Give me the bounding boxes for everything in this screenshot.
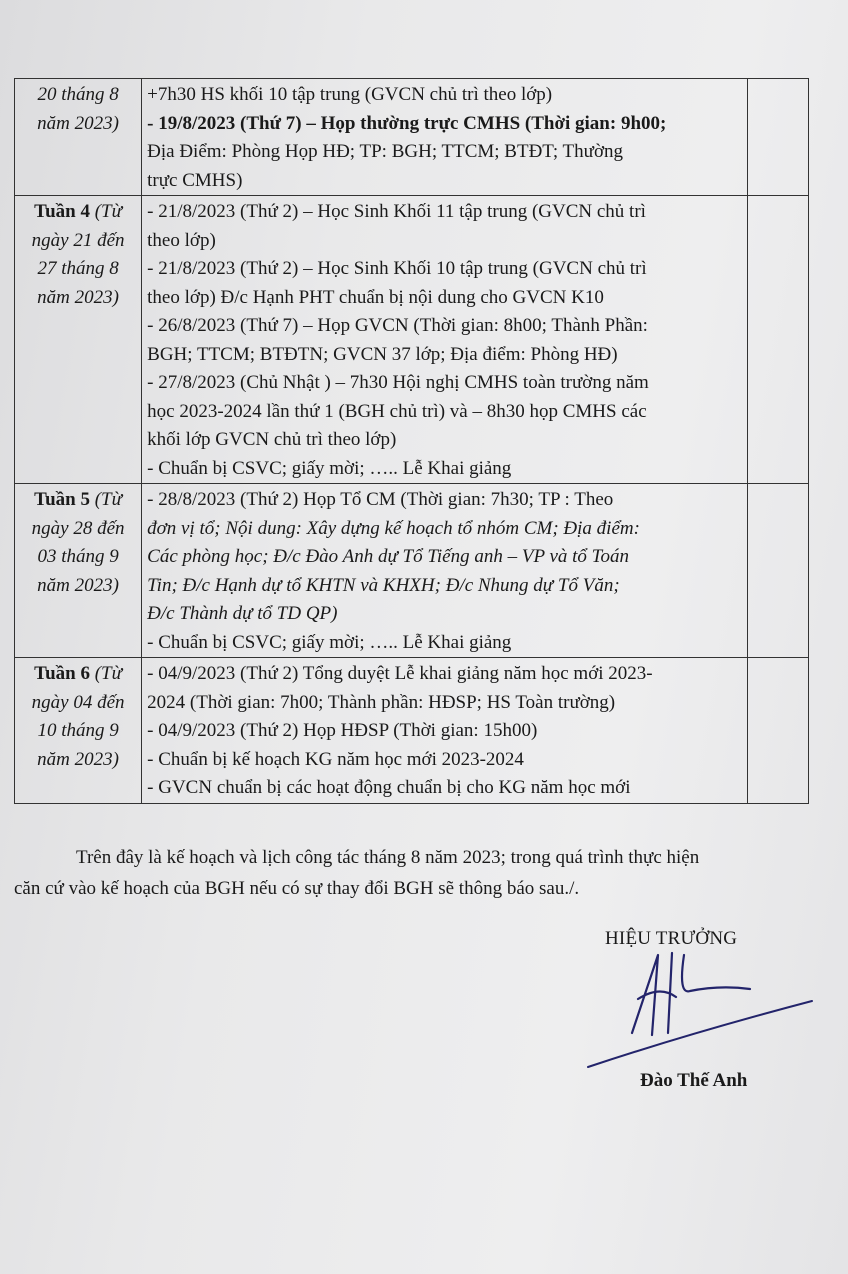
signature-title: HIỆU TRƯỞNG (605, 928, 738, 949)
content-line: - 21/8/2023 (Thứ 2) – Học Sinh Khối 11 tập trung (GVCN chủ trì (147, 201, 646, 222)
signature-icon (580, 935, 820, 1075)
content-line: đơn vị tổ; Nội dung: Xây dựng kế hoạch tổ nhóm CM; Địa điểm: (147, 517, 640, 539)
closing-line: căn cứ vào kế hoạch của BGH nếu có sự thay đổi BGH sẽ thông báo sau./. (14, 878, 580, 899)
content-line: - 28/8/2023 (Thứ 2) Họp Tổ CM (Thời gian: 7h30; TP : Theo (147, 489, 614, 510)
table-row (15, 196, 809, 484)
content-line: theo lớp) (147, 229, 216, 251)
content-line: Địa Điểm: Phòng Họp HĐ; TP: BGH; TTCM; BTĐT; Thường (147, 141, 624, 162)
content-line: theo lớp) Đ/c Hạnh PHT chuẩn bị nội dung cho GVCN K10 (147, 286, 604, 308)
content-line: - 26/8/2023 (Thứ 7) – Họp GVCN (Thời gian: 8h00; Thành Phần: (147, 315, 648, 336)
week-cell: 20 tháng 8 năm 2023) (15, 79, 142, 196)
content-line: - 27/8/2023 (Chủ Nhật ) – 7h30 Hội nghị CMHS toàn trường năm (147, 372, 649, 393)
blank-cell (747, 196, 808, 484)
content-line: - Chuẩn bị CSVC; giấy mời; ….. Lễ Khai giảng (147, 457, 512, 479)
content-line: - 19/8/2023 (Thứ 7) – Họp thường trực CMHS (Thời gian: 9h00; (147, 112, 667, 134)
content-cell (142, 196, 748, 484)
closing-paragraph (14, 842, 814, 904)
closing-line: Trên đây là kế hoạch và lịch công tác tháng 8 năm 2023; trong quá trình thực hiện (76, 847, 700, 868)
content-line: - 04/9/2023 (Thứ 2) Họp HĐSP (Thời gian: 15h00) (147, 720, 538, 741)
table-row (15, 658, 809, 804)
week-cell: Tuần 6 (Từ ngày 04 đến 10 tháng 9 năm 2023) (15, 658, 142, 804)
content-line: - 04/9/2023 (Thứ 2) Tổng duyệt Lễ khai giảng năm học mới 2023- (147, 663, 653, 684)
content-line: trực CMHS) (147, 169, 243, 191)
schedule-table (14, 78, 809, 804)
content-line: BGH; TTCM; BTĐTN; GVCN 37 lớp; Địa điểm: Phòng HĐ) (147, 343, 618, 365)
content-line: +7h30 HS khối 10 tập trung (GVCN chủ trì theo lớp) (147, 84, 553, 105)
blank-cell (747, 658, 808, 804)
content-line: 2024 (Thời gian: 7h00; Thành phần: HĐSP; HS Toàn trường) (147, 691, 616, 713)
signer-name: Đào Thế Anh (640, 1070, 748, 1091)
content-line: khối lớp GVCN chủ trì theo lớp) (147, 429, 397, 450)
content-cell (142, 484, 748, 658)
week-cell: Tuần 4 (Từ ngày 21 đến 27 tháng 8 năm 2023) (15, 196, 142, 484)
blank-cell (747, 79, 808, 196)
content-line: Đ/c Thành dự tổ TD QP) (147, 603, 338, 624)
blank-cell (747, 484, 808, 658)
content-line: học 2023-2024 lần thứ 1 (BGH chủ trì) và – 8h30 họp CMHS các (147, 400, 647, 422)
content-line: Các phòng học; Đ/c Đào Anh dự Tổ Tiếng anh – VP và tổ Toán (147, 546, 630, 567)
table-row (15, 484, 809, 658)
content-cell (142, 79, 748, 196)
week-cell: Tuần 5 (Từ ngày 28 đến 03 tháng 9 năm 2023) (15, 484, 142, 658)
table-row (15, 79, 809, 196)
content-line: - GVCN chuẩn bị các hoạt động chuẩn bị cho KG năm học mới (147, 777, 631, 798)
content-cell (142, 658, 748, 804)
content-line: - Chuẩn bị CSVC; giấy mời; ….. Lễ Khai giảng (147, 631, 512, 653)
content-line: - Chuẩn bị kế hoạch KG năm học mới 2023-2024 (147, 748, 524, 770)
content-line: - 21/8/2023 (Thứ 2) – Học Sinh Khối 10 tập trung (GVCN chủ trì (147, 258, 647, 279)
content-line: Tin; Đ/c Hạnh dự tổ KHTN và KHXH; Đ/c Nhung dự Tổ Văn; (147, 574, 620, 596)
